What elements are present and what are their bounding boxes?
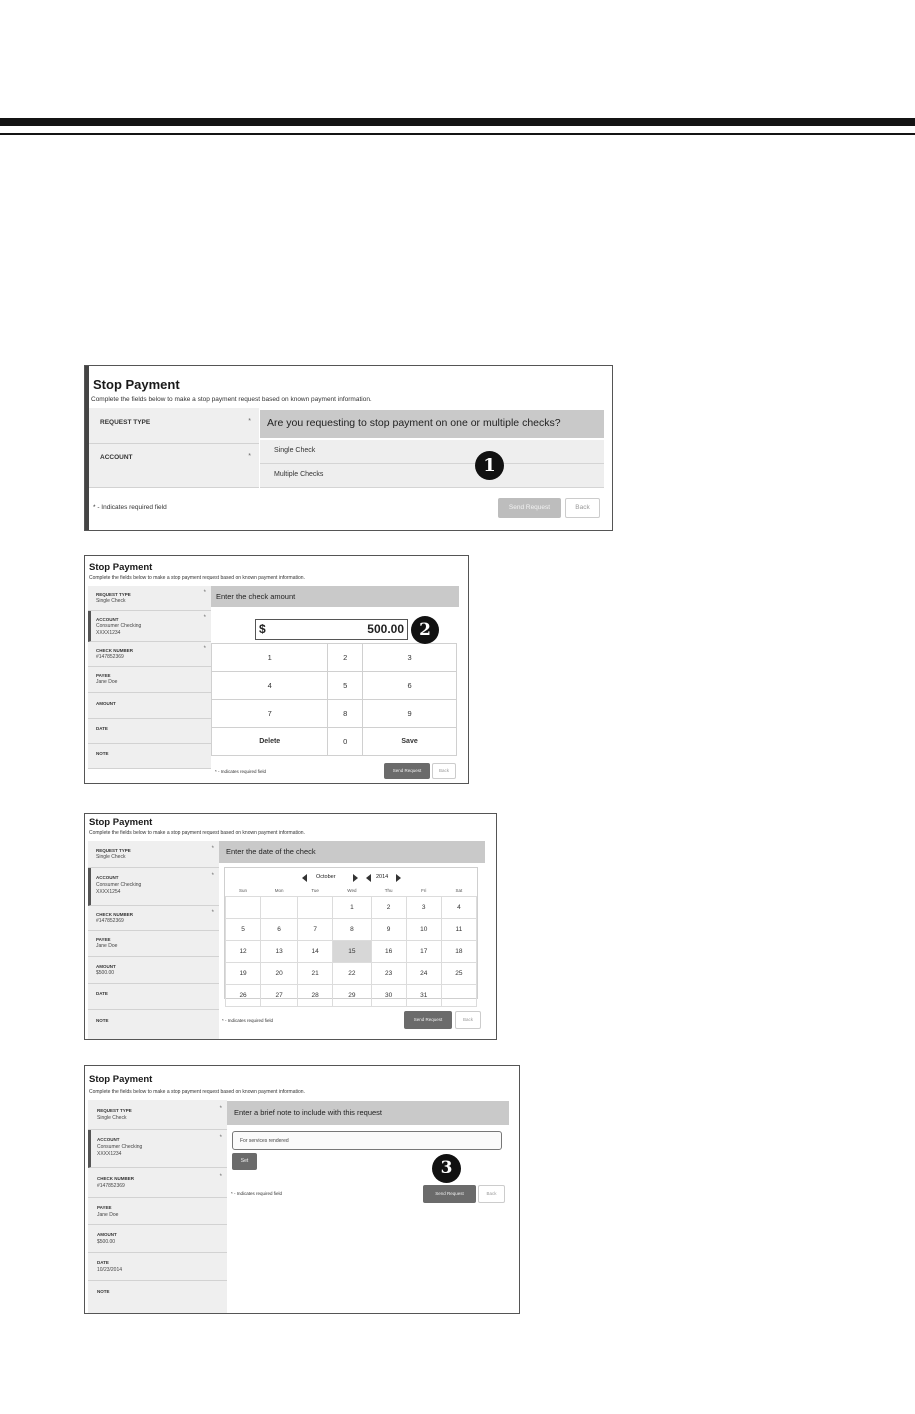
page-title: Stop Payment: [89, 1074, 153, 1085]
amount-value: 500.00: [367, 622, 404, 636]
field-request-type[interactable]: [88, 841, 219, 868]
calendar-day[interactable]: 26: [226, 985, 261, 1007]
calendar-day[interactable]: 31: [406, 985, 441, 1007]
question-header: Are you requesting to stop payment on one or multiple checks?: [260, 410, 604, 438]
field-label: PAYEE: [96, 937, 111, 942]
field-label: ACCOUNT: [97, 1137, 120, 1142]
field-value: Consumer Checking: [96, 882, 142, 888]
note-input[interactable]: [232, 1131, 502, 1150]
field-label: PAYEE: [96, 673, 111, 678]
field-payee[interactable]: [88, 931, 219, 957]
field-label: AMOUNT: [96, 964, 116, 969]
field-label: REQUEST TYPE: [96, 592, 131, 597]
field-label: REQUEST TYPE: [96, 848, 131, 853]
back-button[interactable]: Back: [432, 763, 456, 779]
field-label: ACCOUNT: [96, 617, 119, 622]
field-value: Jane Doe: [97, 1212, 119, 1218]
field-account[interactable]: [88, 611, 211, 642]
field-value: 10/23/2014: [97, 1267, 123, 1273]
screen-note: [84, 1065, 520, 1314]
calendar-day[interactable]: 25: [441, 963, 476, 985]
required-note: * - Indicates required field: [222, 1018, 274, 1023]
calendar-day[interactable]: 21: [298, 963, 333, 985]
calendar-day[interactable]: 8: [333, 919, 371, 941]
note-value: For services rendered: [240, 1138, 289, 1144]
field-request-type[interactable]: [88, 586, 211, 611]
option-multiple-checks[interactable]: Multiple Checks: [260, 464, 604, 488]
calendar-day[interactable]: 28: [298, 985, 333, 1007]
screen-request-type: [84, 365, 613, 531]
weekday-label: Fri: [421, 888, 427, 893]
date-picker: [224, 867, 478, 999]
keypad-key[interactable]: 4: [212, 672, 328, 700]
page-subtitle: Complete the fields below to make a stop payment request based on known payment information.: [89, 830, 305, 836]
field-value-2: XXXX1234: [96, 630, 121, 636]
required-note: * - Indicates required field: [231, 1191, 283, 1196]
field-label: ACCOUNT: [100, 454, 133, 461]
field-amount[interactable]: [88, 693, 211, 719]
field-value-2: XXXX1254: [96, 889, 121, 895]
weekday-label: Mon: [274, 888, 284, 893]
field-request-type[interactable]: [88, 1100, 227, 1130]
weekday-label: Thu: [384, 888, 393, 893]
keypad-key[interactable]: Save: [363, 728, 457, 756]
field-note[interactable]: [88, 744, 211, 769]
field-label: ACCOUNT: [96, 875, 119, 880]
field-value: Jane Doe: [96, 679, 118, 685]
required-note: * - Indicates required field: [93, 504, 167, 511]
calendar-day[interactable]: 24: [406, 963, 441, 985]
keypad-key[interactable]: 2: [328, 644, 363, 672]
required-star: *: [219, 1135, 222, 1141]
prev-year-icon[interactable]: [366, 874, 371, 882]
field-label: NOTE: [96, 1018, 109, 1023]
field-value: $500.00: [96, 970, 115, 976]
currency-symbol: $: [259, 622, 266, 636]
calendar-day[interactable]: 15: [333, 941, 371, 963]
back-button[interactable]: Back: [455, 1011, 481, 1029]
calendar-empty-cell: [441, 985, 476, 1007]
keypad-key[interactable]: 5: [328, 672, 363, 700]
calendar-day[interactable]: 1: [333, 897, 371, 919]
calendar-day[interactable]: 29: [333, 985, 371, 1007]
keypad-key[interactable]: Delete: [212, 728, 328, 756]
next-year-icon[interactable]: [396, 874, 401, 882]
field-label: NOTE: [96, 751, 109, 756]
calendar-day[interactable]: 18: [441, 941, 476, 963]
weekday-label: Sun: [239, 888, 248, 893]
field-date[interactable]: [88, 984, 219, 1010]
required-star: *: [203, 590, 206, 596]
field-value: Jane Doe: [96, 943, 118, 949]
header-rule-thick: [0, 118, 915, 126]
prev-month-icon[interactable]: [302, 874, 307, 882]
field-label: NOTE: [97, 1289, 110, 1294]
calendar-day[interactable]: 9: [371, 919, 406, 941]
calendar-day[interactable]: 7: [298, 919, 333, 941]
page-subtitle: Complete the fields below to make a stop payment request based on known payment information.: [89, 575, 305, 581]
field-value: Consumer Checking: [97, 1144, 143, 1150]
screen-check-date: [84, 813, 497, 1040]
field-label: DATE: [96, 991, 108, 996]
option-single-check[interactable]: Single Check: [260, 440, 604, 464]
amount-field[interactable]: [255, 619, 408, 640]
calendar-day[interactable]: 2: [371, 897, 406, 919]
field-request-type[interactable]: [89, 408, 259, 444]
keypad-key[interactable]: 3: [363, 644, 457, 672]
field-value: Consumer Checking: [96, 623, 142, 629]
calendar-week: [226, 963, 477, 985]
send-request-button[interactable]: Send Request: [423, 1185, 476, 1203]
weekday-header-row: [226, 885, 477, 897]
field-label: CHECK NUMBER: [96, 648, 133, 653]
page-title: Stop Payment: [89, 817, 153, 828]
page-title: Stop Payment: [89, 562, 153, 573]
step-badge-3: 3: [432, 1154, 461, 1183]
note-prompt: Enter a brief note to include with this request: [227, 1101, 509, 1125]
step-badge-1: 1: [475, 451, 504, 480]
required-star: *: [203, 615, 206, 621]
weekday-label: Tue: [311, 888, 319, 893]
calendar-empty-cell: [226, 897, 261, 919]
calendar-grid: [225, 885, 477, 1007]
calendar-day[interactable]: 30: [371, 985, 406, 1007]
field-check-number[interactable]: [88, 1168, 227, 1198]
field-value: Single Check: [96, 854, 126, 860]
set-button[interactable]: Set: [232, 1153, 257, 1170]
calendar-empty-cell: [298, 897, 333, 919]
field-value: Single Check: [97, 1115, 127, 1121]
calendar-week: [226, 897, 477, 919]
field-value: #147852369: [97, 1183, 125, 1189]
weekday-label: Wed: [347, 888, 357, 893]
field-payee[interactable]: [88, 667, 211, 693]
calendar-day[interactable]: 5: [226, 919, 261, 941]
calendar-day[interactable]: 19: [226, 963, 261, 985]
keypad-key[interactable]: 9: [363, 700, 457, 728]
calendar-week: [226, 941, 477, 963]
calendar-day[interactable]: 3: [406, 897, 441, 919]
required-star: *: [248, 418, 251, 425]
keypad-row: [212, 644, 457, 672]
calendar-year: 2014: [376, 874, 389, 880]
field-value: #147852369: [96, 918, 124, 924]
next-month-icon[interactable]: [353, 874, 358, 882]
calendar-week: [226, 985, 477, 1007]
keypad-key[interactable]: 1: [212, 644, 328, 672]
field-label: CHECK NUMBER: [96, 912, 133, 917]
calendar-empty-cell: [261, 897, 298, 919]
weekday-label: Sat: [455, 888, 463, 893]
calendar-day[interactable]: 17: [406, 941, 441, 963]
amount-prompt: Enter the check amount: [211, 586, 459, 607]
field-note[interactable]: [88, 1281, 227, 1314]
calendar-day[interactable]: 22: [333, 963, 371, 985]
calendar-day[interactable]: 11: [441, 919, 476, 941]
keypad-key[interactable]: 8: [328, 700, 363, 728]
field-label: CHECK NUMBER: [97, 1176, 134, 1181]
field-label: AMOUNT: [96, 701, 116, 706]
keypad-key[interactable]: 6: [363, 672, 457, 700]
required-star: *: [219, 1174, 222, 1180]
field-value-2: XXXX1234: [97, 1151, 122, 1157]
page-title: Stop Payment: [93, 377, 180, 392]
field-value: #147852369: [96, 654, 124, 660]
calendar-day[interactable]: 6: [261, 919, 298, 941]
field-label: DATE: [96, 726, 108, 731]
step-badge-2: 2: [411, 616, 439, 644]
calendar-week: [226, 919, 477, 941]
field-date[interactable]: [88, 719, 211, 744]
field-label: PAYEE: [97, 1205, 112, 1210]
screen-check-amount: [84, 555, 469, 784]
header-rule-thin: [0, 133, 915, 135]
required-star: *: [211, 910, 214, 916]
required-star: *: [203, 646, 206, 652]
field-check-number[interactable]: [88, 642, 211, 667]
date-prompt: Enter the date of the check: [219, 841, 485, 863]
field-label: AMOUNT: [97, 1232, 117, 1237]
send-request-button[interactable]: Send Request: [404, 1011, 452, 1029]
calendar-day[interactable]: 20: [261, 963, 298, 985]
send-request-button[interactable]: Send Request: [498, 498, 561, 518]
field-account[interactable]: [88, 1130, 227, 1168]
field-account[interactable]: [89, 444, 259, 488]
calendar-day[interactable]: 27: [261, 985, 298, 1007]
calendar-day[interactable]: 23: [371, 963, 406, 985]
keypad-key[interactable]: 0: [328, 728, 363, 756]
field-date[interactable]: [88, 1253, 227, 1281]
field-account[interactable]: [88, 868, 219, 906]
field-amount[interactable]: [88, 957, 219, 984]
field-note[interactable]: [88, 1010, 219, 1040]
back-button[interactable]: Back: [565, 498, 600, 518]
calendar-day[interactable]: 12: [226, 941, 261, 963]
required-star: *: [219, 1106, 222, 1112]
keypad-key[interactable]: 7: [212, 700, 328, 728]
field-value: Single Check: [96, 598, 126, 604]
field-check-number[interactable]: [88, 906, 219, 931]
field-amount[interactable]: [88, 1225, 227, 1253]
field-label: REQUEST TYPE: [100, 419, 151, 426]
calendar-month: October: [316, 874, 336, 880]
required-note: * - Indicates required field: [215, 769, 267, 774]
field-value: $500.00: [97, 1239, 116, 1245]
calendar-day[interactable]: 13: [261, 941, 298, 963]
calendar-day[interactable]: 10: [406, 919, 441, 941]
keypad-row: [212, 672, 457, 700]
required-star: *: [211, 846, 214, 852]
keypad-row: [212, 728, 457, 756]
page-subtitle: Complete the fields below to make a stop payment request based on known payment information.: [89, 1089, 305, 1095]
required-star: *: [211, 873, 214, 879]
number-keypad: [211, 643, 457, 756]
field-label: DATE: [97, 1260, 109, 1265]
field-payee[interactable]: [88, 1198, 227, 1225]
required-star: *: [248, 453, 251, 460]
send-request-button[interactable]: Send Request: [384, 763, 430, 779]
field-label: REQUEST TYPE: [97, 1108, 132, 1113]
calendar-day[interactable]: 16: [371, 941, 406, 963]
calendar-day[interactable]: 14: [298, 941, 333, 963]
calendar-day[interactable]: 4: [441, 897, 476, 919]
page-subtitle: Complete the fields below to make a stop payment request based on known payment information.: [91, 396, 372, 403]
back-button[interactable]: Back: [478, 1185, 505, 1203]
keypad-row: [212, 700, 457, 728]
